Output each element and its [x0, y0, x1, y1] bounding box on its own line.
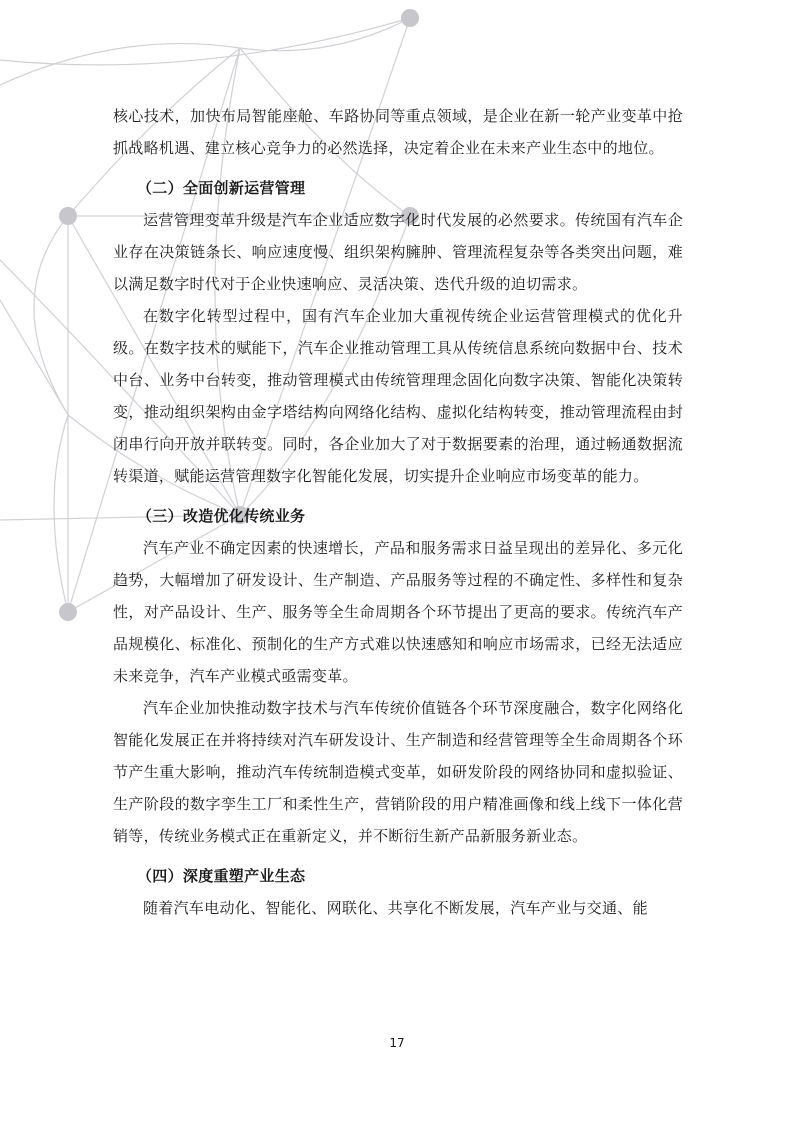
- body-paragraph: 随着汽车电动化、智能化、网联化、共享化不断发展，汽车产业与交通、能: [143, 899, 648, 917]
- body-paragraph: 运营管理变革升级是汽车企业适应数字化时代发展的必然要求。传统国有汽车企业存在决策链条长、响应速度慢、组织架构臃肿、管理流程复杂等各类突出问题，难以满足数字时代对于企业快速响应、灵活决策、迭代升级的迫切需求。: [113, 211, 683, 293]
- body-paragraph: 在数字化转型过程中，国有汽车企业加大重视传统企业运营管理模式的优化升级。在数字技术的赋能下，汽车企业推动管理工具从传统信息系统向数据中台、技术中台、业务中台转变，推动管理模式由传统管理理念固化向数字决策、智能化决策转变，推动组织架构由金字塔结构向网络化结构、虚拟化结构转变，推动管理流程由封闭串行向开放并联转变。同时，各企业加大了对于数据要素的治理，通过畅通数据流转渠道，赋能运营管理数字化智能化发展，切实提升企业响应市场变革的能力。: [113, 307, 683, 485]
- body-paragraph: 汽车产业不确定因素的快速增长，产品和服务需求日益呈现出的差异化、多元化趋势，大幅增加了研发设计、生产制造、产品服务等过程的不确定性、多样性和复杂性，对产品设计、生产、服务等全生命周期各个环节提出了更高的要求。传统汽车产品规模化、标准化、预制化的生产方式难以快速感知和响应市场需求，已经无法适应未来竞争，汽车产业模式亟需变革。: [113, 539, 683, 685]
- section-heading: （三）改造优化传统业务: [137, 507, 306, 525]
- section-heading: （二）全面创新运营管理: [137, 179, 306, 197]
- page-number: 17: [389, 1036, 405, 1050]
- body-paragraph: 汽车企业加快推动数字技术与汽车传统价值链各个环节深度融合，数字化网络化智能化发展正在并将持续对汽车研发设计、生产制造和经营管理等全生命周期各个环节产生重大影响，推动汽车传统制造模式变革，如研发阶段的网络协同和虚拟验证、生产阶段的数字孪生工厂和柔性生产，营销阶段的用户精准画像和线上线下一体化营销等，传统业务模式正在重新定义，并不断衍生新产品新服务新业态。: [113, 699, 683, 845]
- document-body: [113, 100, 683, 924]
- body-paragraph: 核心技术，加快布局智能座舱、车路协同等重点领域，是企业在新一轮产业变革中抢抓战略机遇、建立核心竞争力的必然选择，决定着企业在未来产业生态中的地位。: [113, 107, 683, 157]
- section-heading: （四）深度重塑产业生态: [137, 867, 306, 885]
